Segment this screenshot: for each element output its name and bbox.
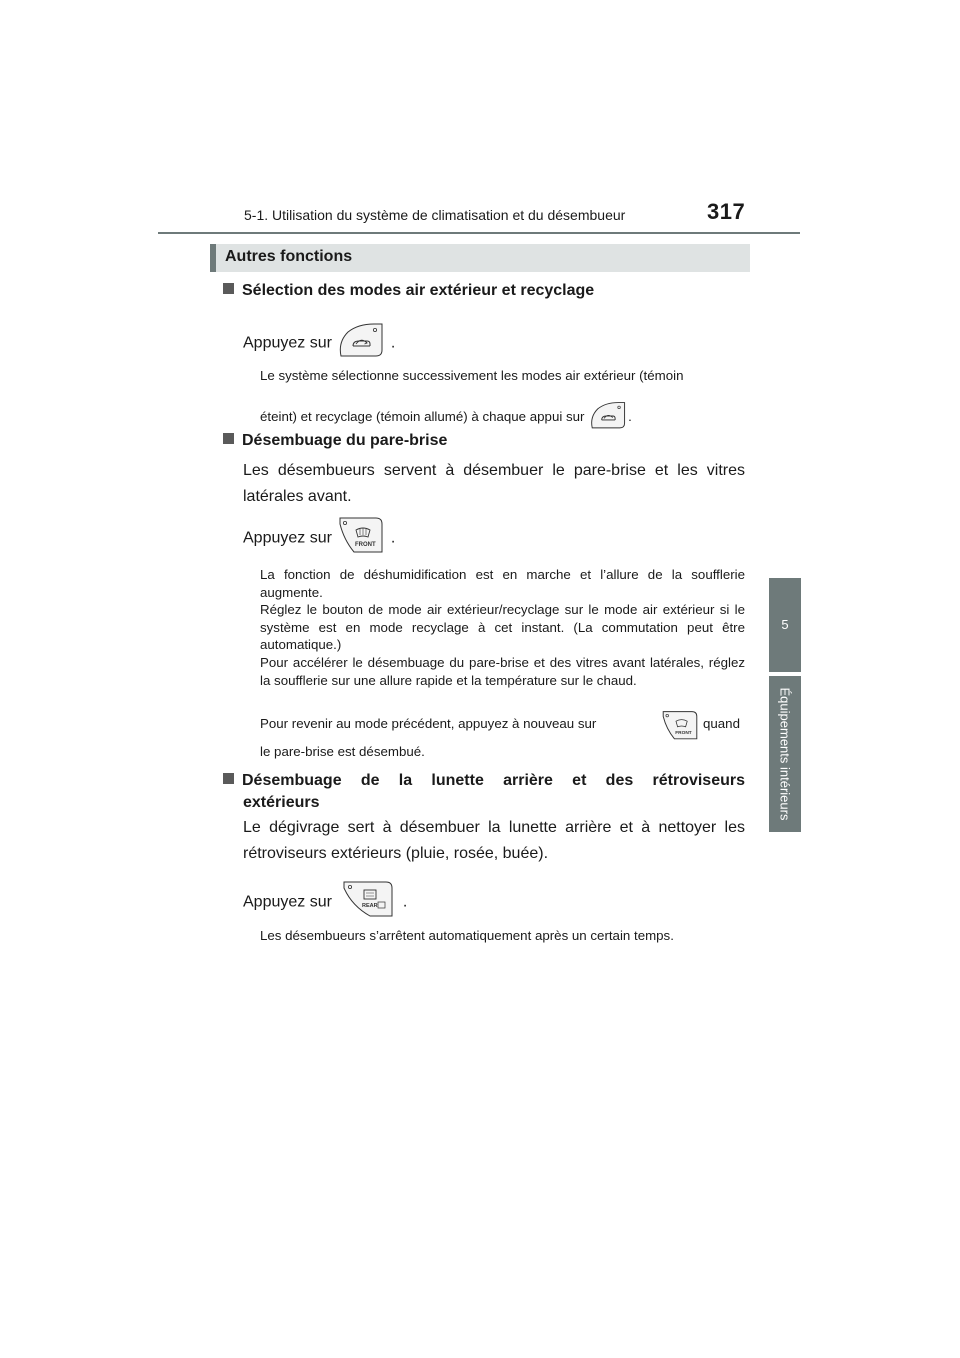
recycle-note-line1: Le système sélectionne successivement les modes air extérieur (témoin — [260, 368, 684, 383]
windshield-note-p2: Réglez le bouton de mode air extérieur/recyclage sur le mode air extérieur si le système est en mode recyclage à cet instant. (La commutation peut être automatique.) — [260, 602, 745, 653]
side-tab-chapter-label: Équipements intérieurs — [769, 676, 801, 832]
windshield-body: Les désembueurs servent à désembuer le pare-brise et les vitres latérales avant. — [243, 462, 745, 505]
recycle-note-line2: éteint) et recyclage (témoin allumé) à chaque appui sur . — [260, 401, 632, 434]
front-defog-button-icon — [660, 710, 700, 747]
recirculation-button-icon — [336, 322, 386, 365]
windshield-action: Appuyez sur FRONT . — [243, 516, 395, 561]
svg-text:REAR: REAR — [362, 903, 378, 909]
rear-heading-line2: extérieurs — [243, 794, 320, 811]
windshield-heading: Désembuage du pare-brise — [223, 430, 447, 452]
recycle-action: Appuyez sur . — [243, 322, 395, 365]
square-bullet-icon — [223, 773, 234, 784]
windshield-return-line1: Pour revenir au mode précédent, appuyez à nouveau sur — [260, 716, 597, 731]
windshield-note-p1: La fonction de déshumidification est en marche et l’allure de la soufflerie augmente. — [260, 567, 745, 600]
rear-action: Appuyez sur REAR . — [243, 880, 407, 925]
rear-note: Les désembueurs s’arrêtent automatiquement après un certain temps. — [260, 928, 674, 943]
square-bullet-icon — [223, 433, 234, 444]
square-bullet-icon — [223, 283, 234, 294]
recycle-heading: Sélection des modes air extérieur et recyclage — [223, 280, 594, 302]
side-tab-chapter-number: 5 — [769, 578, 801, 672]
recirculation-button-icon — [588, 401, 628, 434]
header-divider — [158, 232, 800, 234]
front-defog-button-icon — [336, 516, 386, 561]
windshield-return-line2: le pare-brise est désembué. — [260, 744, 425, 759]
rear-body: Le dégivrage sert à désembuer la lunette arrière et à nettoyer les rétroviseurs extérieurs (pluie, rosée, buée). — [243, 819, 745, 862]
svg-text:FRONT: FRONT — [675, 731, 692, 736]
section-title-bar — [210, 244, 750, 272]
windshield-note — [260, 566, 745, 689]
svg-text:FRONT: FRONT — [355, 542, 377, 548]
rear-defog-button-icon — [340, 880, 398, 925]
page-number: 317 — [707, 199, 746, 224]
windshield-note-p3: Pour accélérer le désembuage du pare-brise et des vitres avant latérales, réglez la soufflerie sur une allure rapide et la température sur le chaud. — [260, 654, 745, 688]
section-title: Autres fonctions — [225, 248, 353, 265]
chapter-header: 5-1. Utilisation du système de climatisation et du désembueur — [244, 207, 626, 223]
windshield-return-suffix: quand — [703, 716, 740, 731]
rear-heading: Désembuage de la lunette arrière et des rétroviseurs — [223, 770, 745, 792]
